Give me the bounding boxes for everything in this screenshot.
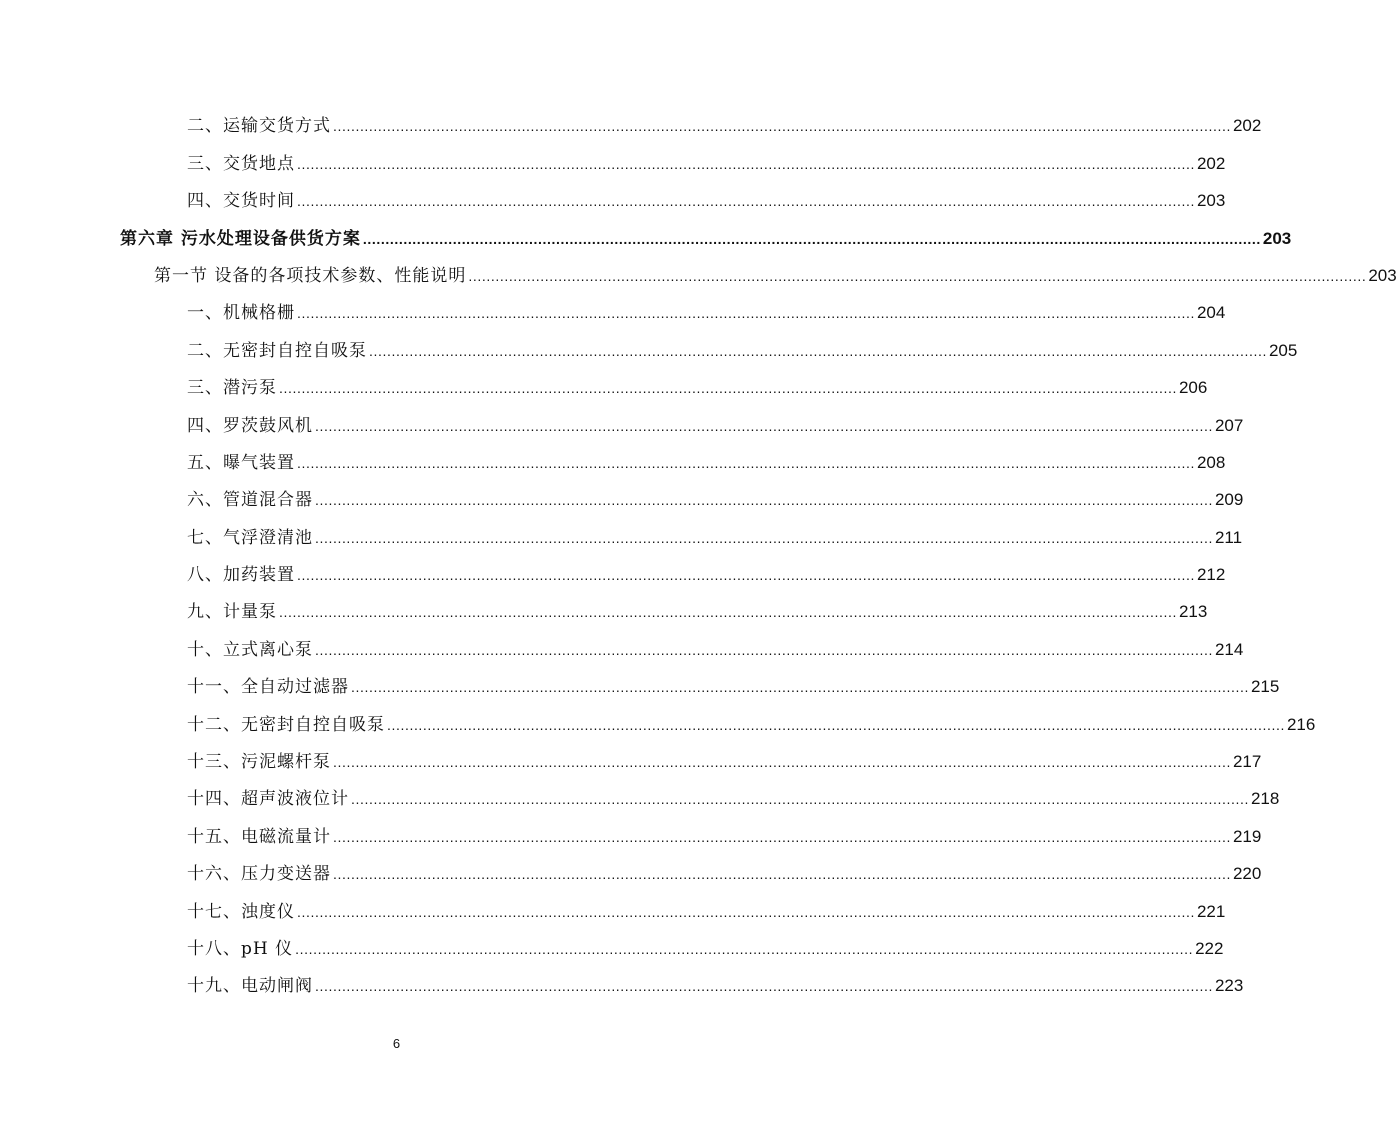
toc-entry-page: 202 bbox=[1232, 116, 1262, 136]
toc-entry-page: 206 bbox=[1178, 378, 1208, 398]
toc-entry-title: 十一、全自动过滤器 bbox=[187, 677, 349, 698]
toc-leader-dots: ........................................................................................................................................................................................................ bbox=[333, 828, 1231, 845]
toc-leader-dots: ........................................................................................................................................................................................................ bbox=[369, 342, 1267, 359]
toc-entry-title: 六、管道混合器 bbox=[187, 490, 313, 511]
toc-entry[interactable] bbox=[120, 287, 1226, 324]
toc-entry-page: 218 bbox=[1250, 789, 1280, 809]
toc-section-entry[interactable] bbox=[120, 250, 1397, 287]
toc-entry[interactable] bbox=[120, 586, 1208, 623]
toc-leader-dots: ........................................................................................................................................................................................................ bbox=[315, 641, 1213, 658]
toc-entry[interactable] bbox=[120, 100, 1262, 137]
toc-leader-dots: ........................................................................................................................................................................................................ bbox=[468, 267, 1367, 284]
toc-entry[interactable] bbox=[120, 661, 1280, 698]
toc-entry[interactable] bbox=[120, 960, 1244, 997]
toc-entry-page: 213 bbox=[1178, 602, 1208, 622]
toc-entry[interactable] bbox=[120, 175, 1226, 212]
toc-leader-dots: ........................................................................................................................................................................................................ bbox=[297, 155, 1195, 172]
toc-entry-page: 222 bbox=[1195, 938, 1224, 958]
toc-entry[interactable] bbox=[120, 549, 1226, 586]
toc-entry-title: 十四、超声波液位计 bbox=[187, 789, 349, 810]
toc-entry-title: 五、曝气装置 bbox=[187, 452, 295, 473]
toc-entry-title: 八、加药装置 bbox=[187, 565, 295, 586]
toc-entry-title: 二、运输交货方式 bbox=[187, 116, 331, 137]
toc-entry-page: 212 bbox=[1196, 565, 1226, 585]
toc-entry-page: 216 bbox=[1286, 714, 1316, 734]
toc-leader-dots: ........................................................................................................................................................................................................ bbox=[315, 978, 1213, 995]
toc-entry-title: 三、潜污泵 bbox=[187, 378, 277, 399]
toc-leader-dots: ........................................................................................................................................................................................................ bbox=[279, 604, 1177, 621]
toc-entry-title: 十三、污泥螺杆泵 bbox=[187, 752, 331, 773]
toc-entry-page: 204 bbox=[1196, 303, 1226, 323]
toc-entry-title: 十二、无密封自控自吸泵 bbox=[187, 714, 385, 735]
toc-leader-dots: ........................................................................................................................................................................................................ bbox=[297, 305, 1195, 322]
toc-entry-page: 211 bbox=[1214, 527, 1243, 547]
toc-leader-dots: ........................................................................................................................................................................................................ bbox=[333, 118, 1231, 135]
toc-leader-dots: ........................................................................................................................................................................................................ bbox=[333, 754, 1231, 771]
toc-leader-dots: ........................................................................................................................................................................................................ bbox=[297, 454, 1195, 471]
toc-entry-page: 205 bbox=[1268, 340, 1298, 360]
toc-entry[interactable] bbox=[120, 137, 1226, 174]
toc-leader-dots: ........................................................................................................................................................................................................ bbox=[297, 193, 1195, 210]
toc-entry-page: 207 bbox=[1214, 415, 1244, 435]
toc-entry-title: 十九、电动闸阀 bbox=[187, 976, 313, 997]
toc-entry-page: 208 bbox=[1196, 452, 1226, 472]
toc-entry-page: 215 bbox=[1250, 677, 1280, 697]
toc-entry-title: 二、无密封自控自吸泵 bbox=[187, 340, 367, 361]
toc-entry-page: 223 bbox=[1214, 976, 1244, 996]
toc-leader-dots: ........................................................................................................................................................................................................ bbox=[387, 716, 1285, 733]
toc-entry[interactable] bbox=[120, 399, 1244, 436]
toc-entry[interactable] bbox=[120, 623, 1244, 660]
toc-entry[interactable] bbox=[120, 773, 1280, 810]
toc-leader-dots: ........................................................................................................................................................................................................ bbox=[315, 417, 1213, 434]
toc-leader-dots: ........................................................................................................................................................................................................ bbox=[297, 567, 1195, 584]
toc-entry-title: 十六、压力变送器 bbox=[187, 864, 331, 885]
toc-leader-dots: ........................................................................................................................................................................................................ bbox=[351, 791, 1249, 808]
toc-entry[interactable] bbox=[120, 437, 1226, 474]
toc-entry-page: 214 bbox=[1214, 639, 1244, 659]
toc-entry-title: 第六章 污水处理设备供货方案 bbox=[120, 228, 361, 249]
toc-entry-page: 203 bbox=[1368, 265, 1397, 285]
toc-entry[interactable] bbox=[120, 923, 1224, 960]
toc-entry-page: 202 bbox=[1196, 153, 1226, 173]
toc-entry-title: 十八、pH 仪 bbox=[187, 938, 294, 959]
toc-entry-title: 九、计量泵 bbox=[187, 602, 277, 623]
toc-entry-page: 203 bbox=[1196, 191, 1226, 211]
toc-leader-dots: ........................................................................................................................................................................................................ bbox=[315, 492, 1213, 509]
toc-leader-dots: ........................................................................................................................................................................................................ bbox=[297, 903, 1195, 920]
toc-leader-dots: ........................................................................................................................................................................................................ bbox=[279, 380, 1177, 397]
toc-entry-title: 三、交货地点 bbox=[187, 153, 295, 174]
toc-entry-title: 十、立式离心泵 bbox=[187, 639, 313, 660]
toc-entry-title: 四、罗茨鼓风机 bbox=[187, 415, 313, 436]
toc-leader-dots: ........................................................................................................................................................................................................ bbox=[362, 230, 1261, 247]
toc-entry-page: 221 bbox=[1196, 901, 1226, 921]
toc-entry[interactable] bbox=[120, 810, 1262, 847]
toc-entry[interactable] bbox=[120, 511, 1243, 548]
page-number: 6 bbox=[392, 1036, 401, 1051]
toc-entry[interactable] bbox=[120, 698, 1316, 735]
toc-chapter-entry[interactable] bbox=[120, 212, 1292, 249]
toc-leader-dots: ........................................................................................................................................................................................................ bbox=[333, 866, 1231, 883]
toc-entry-title: 七、气浮澄清池 bbox=[187, 527, 313, 548]
toc-entry-title: 十五、电磁流量计 bbox=[187, 826, 331, 847]
toc-entry-title: 第一节 设备的各项技术参数、性能说明 bbox=[154, 265, 467, 286]
toc-leader-dots: ........................................................................................................................................................................................................ bbox=[315, 529, 1213, 546]
toc-leader-dots: ........................................................................................................................................................................................................ bbox=[295, 940, 1194, 957]
toc-entry[interactable] bbox=[120, 848, 1262, 885]
toc-leader-dots: ........................................................................................................................................................................................................ bbox=[351, 679, 1249, 696]
toc-entry-page: 217 bbox=[1232, 752, 1262, 772]
toc-entry-title: 一、机械格栅 bbox=[187, 303, 295, 324]
toc-entry-title: 十七、浊度仪 bbox=[187, 901, 295, 922]
toc-entry-title: 四、交货时间 bbox=[187, 191, 295, 212]
toc-entry[interactable] bbox=[120, 474, 1244, 511]
toc-entry[interactable] bbox=[120, 362, 1208, 399]
toc-entry[interactable] bbox=[120, 736, 1262, 773]
toc-entry[interactable] bbox=[120, 885, 1226, 922]
toc-entry-page: 220 bbox=[1232, 864, 1262, 884]
table-of-contents bbox=[120, 100, 1397, 997]
toc-entry[interactable] bbox=[120, 324, 1298, 361]
toc-entry-page: 203 bbox=[1262, 228, 1292, 248]
toc-entry-page: 219 bbox=[1232, 826, 1262, 846]
toc-entry-page: 209 bbox=[1214, 490, 1244, 510]
